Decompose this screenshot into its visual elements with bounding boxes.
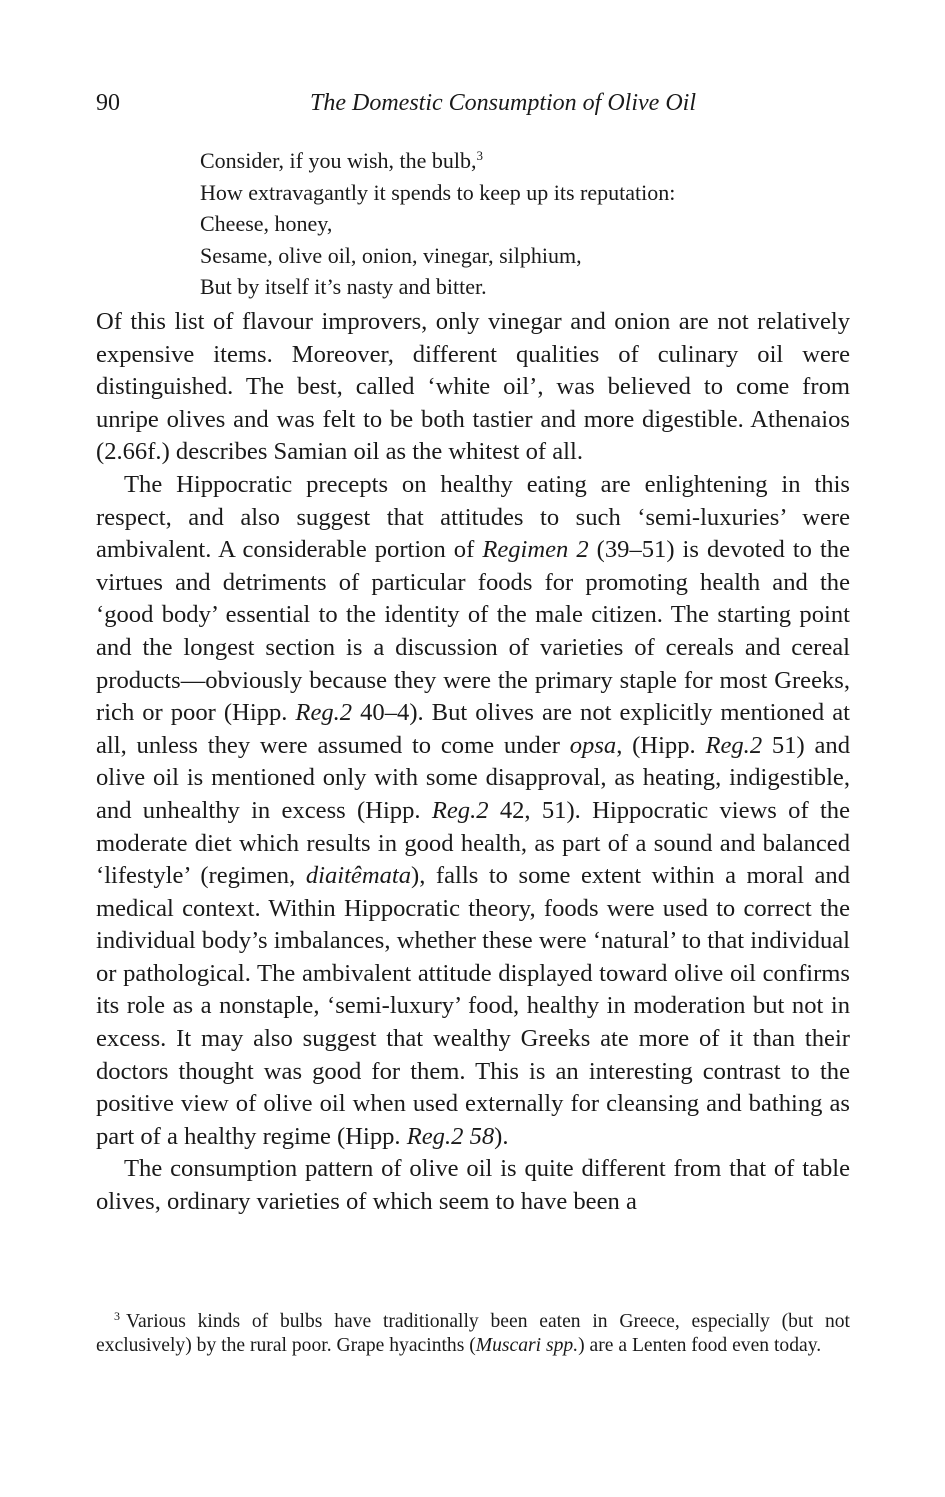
verse-quotation xyxy=(200,145,840,303)
italic-title: Regimen 2 xyxy=(482,536,589,564)
paragraph-3: The consumption pattern of olive oil is quite different from that of table olives, ordinary varieties of which seem to have been a xyxy=(96,1155,850,1216)
body-text xyxy=(96,306,850,1219)
italic-term: opsa xyxy=(569,731,617,759)
paragraph-1: Of this list of flavour improvers, only vinegar and onion are not relatively expensive items. Moreover, different qualities of culinary oil were distinguished. The best, called ‘white oil’, was believed to come from unripe olives and was felt to be both tastier and more digestible. Athenaios (2.66f.) describes Samian oil as the whitest of all. xyxy=(96,308,850,466)
footnote-mark: 3 xyxy=(114,1309,120,1323)
running-title: The Domestic Consumption of Olive Oil xyxy=(310,90,696,116)
verse-line: Consider, if you wish, the bulb,$^3$ xyxy=(200,148,484,173)
verse-line: How extravagantly it spends to keep up its reputation: xyxy=(200,179,676,205)
italic-citation: Reg.2 xyxy=(295,699,353,727)
footnote-reference[interactable]: 3 xyxy=(476,148,484,163)
verse-line: Sesame, olive oil, onion, vinegar, silphium, xyxy=(200,242,582,268)
verse-line: Cheese, honey, xyxy=(200,211,333,236)
footnote: $^3$ Various kinds of bulbs have traditionally been eaten in Greece, especially (but not exclusively) by the rural poor. Grape hyacinths (Muscari spp.) are a Lenten food even today. xyxy=(96,1309,850,1356)
italic-citation: Reg.2 xyxy=(705,731,763,759)
italic-citation: Reg.2 58 xyxy=(406,1122,495,1150)
italic-citation: Reg.2 xyxy=(431,796,489,824)
verse-line: But by itself it’s nasty and bitter. xyxy=(200,274,487,299)
italic-species: Muscari spp. xyxy=(475,1335,579,1356)
italic-term: diaitêmata xyxy=(305,862,412,890)
running-head xyxy=(96,90,850,124)
paragraph-2: The Hippocratic precepts on healthy eating are enlightening in this respect, and also suggest that attitudes to such ‘semi-luxuries’ were ambivalent. A considerable portion of Regimen 2 (39–51) is devoted to the virtues and detriments of particular foods for promoting health and the ‘good body’ essential to the identity of the male citizen. The starting point and the longest section is a discussion of varieties of cereals and cereal products—obviously because they were the primary staple for most Greeks, rich or poor (Hipp. Reg.2 40–4). But olives are not explicitly mentioned at all, unless they were assumed to come under opsa, (Hipp. Reg.2 51) and olive oil is mentioned only with some disapproval, as heating, indigestible, and unhealthy in excess (Hipp. Reg.2 42, 51). Hippocratic views of the moderate diet which results in good health, as part of a sound and balanced ‘lifestyle’ (regimen, diaitêmata), falls to some extent within a moral and medical context. Within Hippocratic theory, foods were used to correct the individual body’s imbalances, whether these were ‘natural’ to that individual or pathological. The ambivalent attitude displayed toward olive oil confirms its role as a nonstaple, ‘semi-luxury’ food, healthy in moderation but not in excess. It may also suggest that wealthy Greeks ate more of it than their doctors thought was good for them. This is an interesting contrast to the positive view of olive oil when used externally for cleansing and bathing as part of a healthy regime (Hipp. Reg.2 58). xyxy=(96,470,850,1150)
page-number: 90 xyxy=(96,90,120,116)
